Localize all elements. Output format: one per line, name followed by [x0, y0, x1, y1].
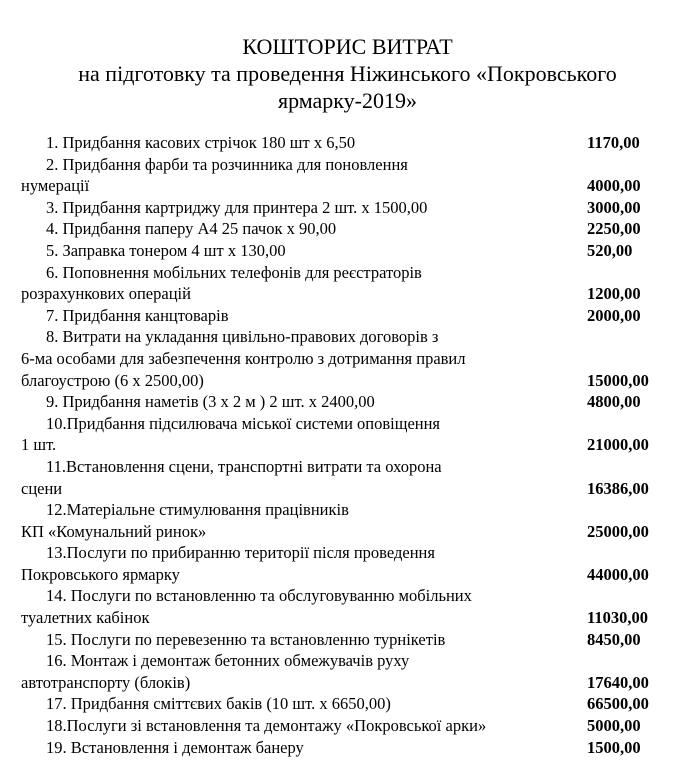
- expense-item-line: [0, 564, 695, 586]
- expense-description: 19. Встановлення і демонтаж банеру: [46, 737, 304, 757]
- expense-item: [0, 218, 695, 240]
- expense-description: 9. Придбання наметів (3 х 2 м ) 2 шт. х 2400,00: [46, 392, 375, 412]
- expense-description: Покровського ярмарку: [21, 564, 180, 584]
- expense-item: [0, 499, 695, 542]
- expense-amount: 66500,00: [587, 694, 649, 714]
- expense-description: туалетних кабінок: [21, 608, 150, 628]
- expense-item: [0, 391, 695, 413]
- expense-item-line: [0, 326, 695, 348]
- expense-description: 17. Придбання сміттєвих баків (10 шт. х 6650,00): [46, 694, 391, 714]
- expense-description: 10.Придбання підсилювача міської системи оповіщення: [46, 413, 441, 433]
- expense-amount: 2250,00: [587, 219, 641, 239]
- expense-item-line: [0, 521, 695, 543]
- expense-description: 6-ма особами для забезпечення контролю з дотримання правил: [21, 348, 466, 368]
- expense-item-line: [0, 391, 695, 413]
- expense-description: розрахункових операцій: [21, 284, 191, 304]
- expense-item-line: [0, 499, 695, 521]
- expense-description: 18.Послуги зі встановлення та демонтажу «Покровської арки»: [46, 716, 487, 736]
- expense-item: [0, 413, 695, 456]
- expense-item: [0, 262, 695, 305]
- document-title: КОШТОРИС ВИТРАТ: [242, 34, 453, 59]
- expense-list: [0, 132, 695, 758]
- expense-item-line: [0, 283, 695, 305]
- expense-description: сцени: [21, 478, 63, 498]
- expense-description: 1 шт.: [21, 435, 57, 455]
- expense-item-line: [0, 154, 695, 176]
- expense-description: 6. Поповнення мобільних телефонів для реєстраторів: [46, 262, 422, 282]
- expense-amount: 5000,00: [587, 716, 641, 736]
- expense-amount: 17640,00: [587, 672, 649, 692]
- expense-item: [0, 715, 695, 737]
- expense-item: [0, 197, 695, 219]
- expense-item-line: [0, 456, 695, 478]
- expense-description: благоустрою (6 х 2500,00): [21, 370, 204, 390]
- expense-description: 2. Придбання фарби та розчинника для поновлення: [46, 154, 408, 174]
- expense-description: нумерації: [21, 176, 90, 196]
- expense-item: [0, 650, 695, 693]
- expense-description: КП «Комунальний ринок»: [21, 521, 207, 541]
- expense-description: 7. Придбання канцтоварів: [46, 305, 229, 325]
- expense-description: 11.Встановлення сцени, транспортні витрати та охорона: [46, 456, 442, 476]
- expense-amount: 2000,00: [587, 305, 641, 325]
- expense-description: 8. Витрати на укладання цивільно-правових договорів з: [46, 327, 439, 347]
- expense-amount: 11030,00: [587, 608, 648, 628]
- expense-amount: 8450,00: [587, 629, 641, 649]
- expense-description: автотранспорту (блоків): [21, 672, 191, 692]
- expense-item: [0, 542, 695, 585]
- expense-item-line: [0, 240, 695, 262]
- expense-description: 4. Придбання паперу А4 25 пачок х 90,00: [46, 219, 337, 239]
- expense-description: 5. Заправка тонером 4 шт х 130,00: [46, 240, 286, 260]
- expense-item-line: [0, 607, 695, 629]
- expense-amount: 21000,00: [587, 435, 649, 455]
- expense-amount: 4000,00: [587, 176, 641, 196]
- expense-item: [0, 326, 695, 391]
- expense-description: 1. Придбання касових стрічок 180 шт х 6,50: [46, 133, 356, 152]
- document-subtitle-line-1: на підготовку та проведення Ніжинського «Покровського: [78, 61, 617, 86]
- expense-amount: 520,00: [587, 240, 633, 260]
- expense-amount: 16386,00: [587, 478, 649, 498]
- expense-amount: 1500,00: [587, 737, 641, 757]
- expense-item-line: [0, 737, 695, 759]
- expense-item-line: [0, 413, 695, 435]
- expense-amount: 4800,00: [587, 392, 641, 412]
- expense-item-line: [0, 132, 695, 154]
- expense-amount: 3000,00: [587, 197, 641, 217]
- expense-item-line: [0, 434, 695, 456]
- expense-description: 14. Послуги по встановленню та обслуговуванню мобільних: [46, 586, 472, 606]
- expense-item-line: [0, 175, 695, 197]
- expense-item-line: [0, 585, 695, 607]
- expense-item-line: [0, 478, 695, 500]
- expense-item: [0, 693, 695, 715]
- expense-item: [0, 456, 695, 499]
- expense-description: 12.Матеріальне стимулювання працівників: [46, 500, 349, 520]
- expense-amount: 15000,00: [587, 370, 649, 390]
- expense-item-line: [0, 542, 695, 564]
- document-subtitle-line-2: ярмарку-2019»: [277, 88, 418, 113]
- expense-item-line: [0, 218, 695, 240]
- expense-item-line: [0, 197, 695, 219]
- expense-item-line: [0, 693, 695, 715]
- expense-item: [0, 737, 695, 759]
- expense-item-line: [0, 715, 695, 737]
- expense-amount: 25000,00: [587, 521, 649, 541]
- expense-item: [0, 154, 695, 197]
- expense-item: [0, 132, 695, 154]
- expense-item-line: [0, 305, 695, 327]
- expense-amount: 1200,00: [587, 284, 641, 304]
- expense-amount: 44000,00: [587, 564, 649, 584]
- expense-description: 16. Монтаж і демонтаж бетонних обмежувачів руху: [46, 651, 410, 671]
- expense-description: 15. Послуги по перевезенню та встановленню турнікетів: [46, 629, 446, 649]
- expense-item-line: [0, 629, 695, 651]
- expense-item-line: [0, 370, 695, 392]
- expense-item: [0, 305, 695, 327]
- expense-item-line: [0, 262, 695, 284]
- expense-item-line: [0, 650, 695, 672]
- expense-item: [0, 585, 695, 628]
- expense-item-line: [0, 348, 695, 370]
- expense-description: 13.Послуги по прибиранню території після проведення: [46, 543, 435, 563]
- expense-item: [0, 240, 695, 262]
- expense-item: [0, 629, 695, 651]
- expense-amount: 1170,00: [587, 133, 640, 152]
- expense-item-line: [0, 672, 695, 694]
- expense-description: 3. Придбання картриджу для принтера 2 шт. х 1500,00: [46, 197, 428, 217]
